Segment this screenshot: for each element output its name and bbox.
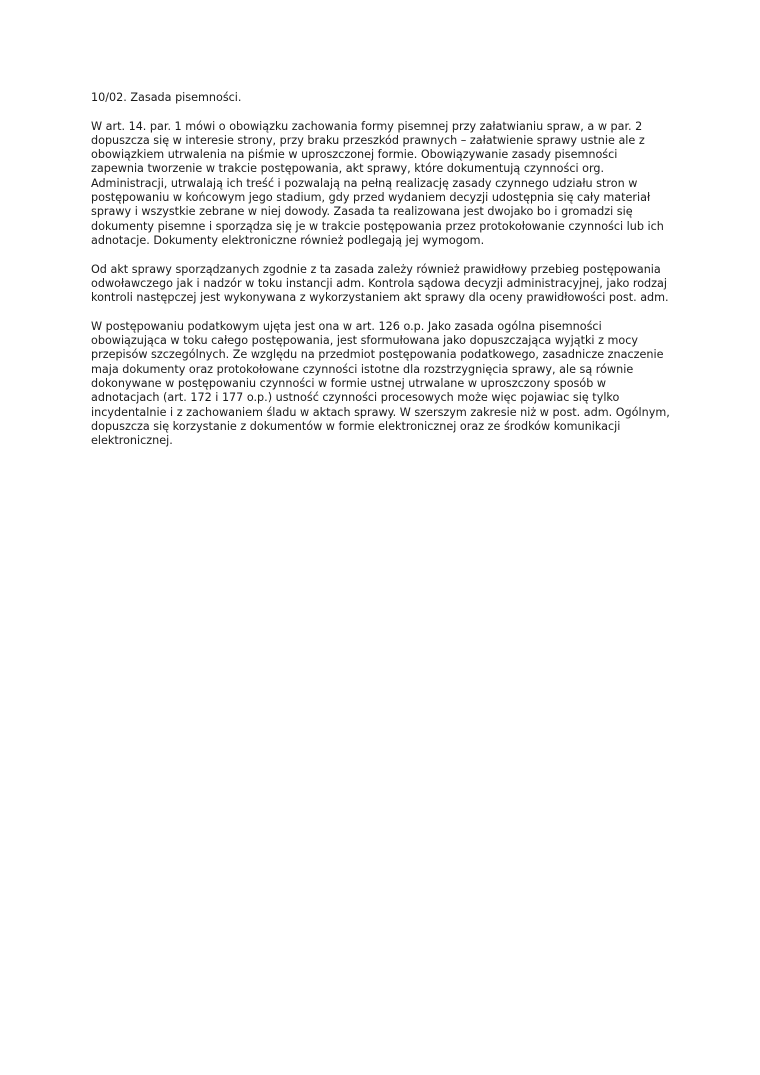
- document-title: 10/02. Zasada pisemności.: [91, 91, 242, 104]
- paragraph-2: Od akt sprawy sporządzanych zgodnie z ta zasada zależy również prawidłowy przebieg postępowania odwoławczego jak i nadzór w toku instancji adm. Kontrola sądowa decyzji administracyjnej, jako rodzaj kontroli następczej jest wykonywana z wykorzystaniem akt sprawy dla oceny prawidłowości post. adm.: [91, 262, 669, 305]
- paragraph-3: W postępowaniu podatkowym ujęta jest ona w art. 126 o.p. Jako zasada ogólna pisemności obowiązująca w toku całego postępowania, jest sformułowana jako dopuszczająca wyjątki z mocy przepisów szczególnych. Ze względu na przedmiot postępowania podatkowego, zasadnicze znaczenie maja dokumenty oraz protokołowane czynności istotne dla rozstrzygnięcia sprawy, ale są równie dokonywane w postępowaniu czynności w formie ustnej utrwalane w uproszczony sposób w adnotacjach (art. 172 i 177 o.p.) ustność czynności procesowych może więc pojawiac się tylko incydentalnie i z zachowaniem śladu w aktach sprawy. W szerszym zakresie niż w post. adm. Ogólnym, dopuszcza się korzystanie z dokumentów w formie elektronicznej oraz ze środków komunikacji elektronicznej.: [91, 319, 670, 448]
- document-page: [91, 91, 671, 463]
- paragraph-1: W art. 14. par. 1 mówi o obowiązku zachowania formy pisemnej przy załatwianiu spraw, a w par. 2 dopuszcza się w interesie strony, przy braku przeszkód prawnych – załatwienie sprawy ustnie ale z obowiązkiem utrwalenia na piśmie w uproszczonej formie. Obowiązywanie zasady pisemności zapewnia tworzenie w trakcie postępowania, akt sprawy, które dokumentują czynności org. Administracji, utrwalają ich treść i pozwalają na pełną realizację zasady czynnego udziału stron w postępowaniu w końcowym jego stadium, gdy przed wydaniem decyzji udostępnia się cały materiał sprawy i wszystkie zebrane w niej dowody. Zasada ta realizowana jest dwojako bo i gromadzi się dokumenty pisemne i sporządza się je w trakcie postępowania przez protokołowanie czynności lub ich adnotacje. Dokumenty elektroniczne również podlegają jej wymogom.: [91, 119, 664, 247]
